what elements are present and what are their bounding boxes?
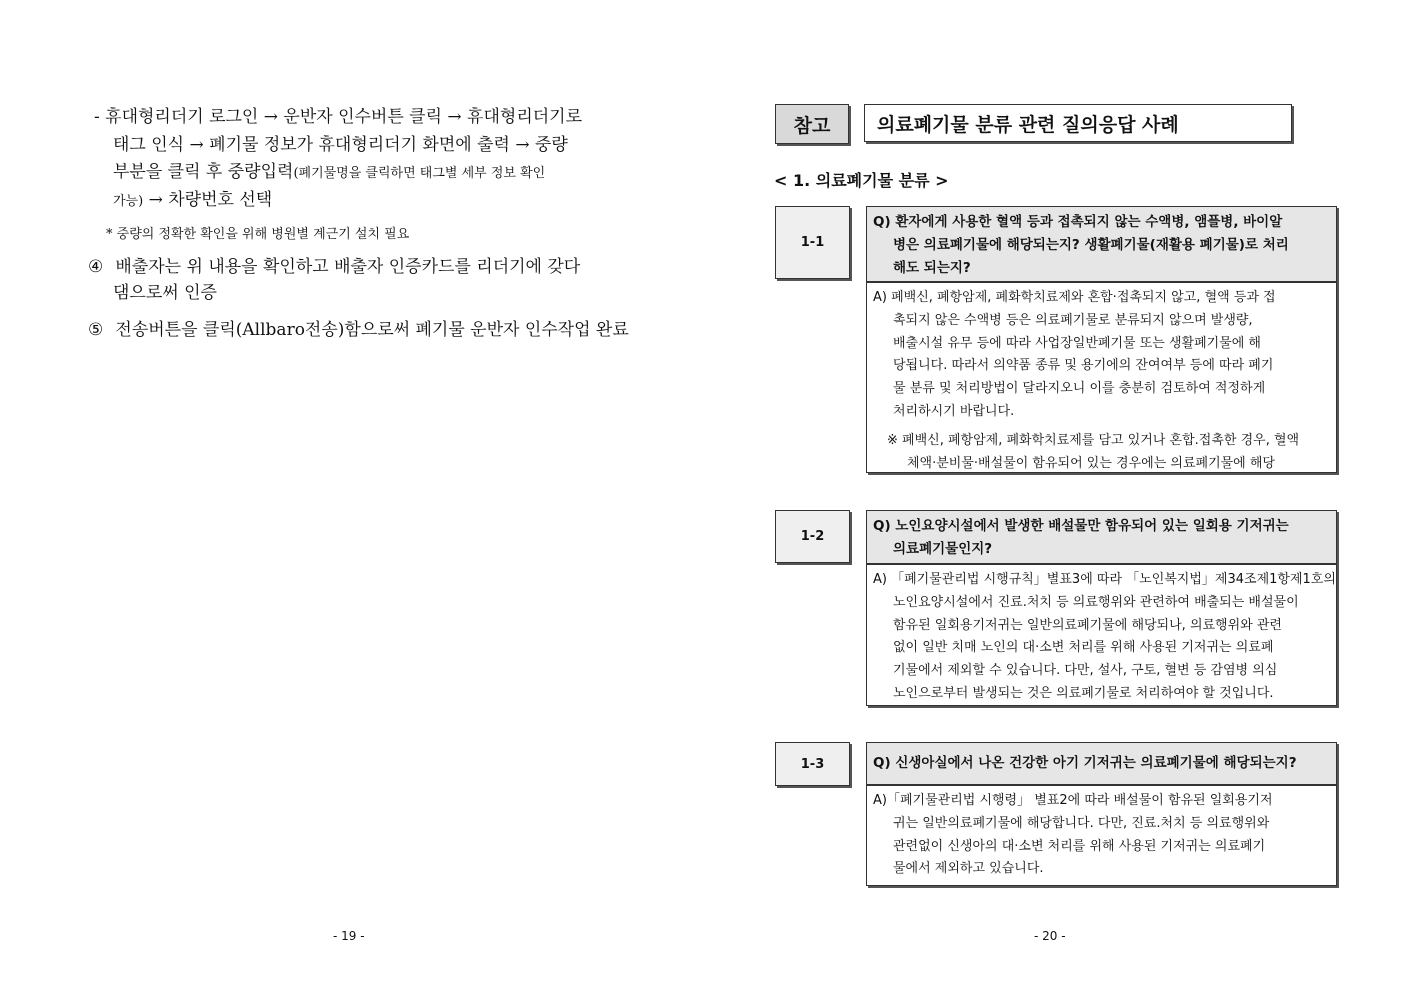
answer-line: A) 폐백신, 폐항암제, 폐화학치료제와 혼합·접촉되지 않고, 혈액 등과 접 (873, 290, 1276, 305)
answer-line: 함유된 일회용기저귀는 일반의료폐기물에 해당되나, 의료행위와 관련 (893, 617, 1282, 633)
answer-line: 관련없이 신생아의 대·소변 처리를 위해 사용된 기저귀는 의료폐기 (893, 838, 1266, 854)
bullet-line-4-main: → 차량번호 선택 (143, 190, 273, 210)
question-line: Q) 환자에게 사용한 혈액 등과 접촉되지 않는 수액병, 앰플병, 바이알 (873, 214, 1283, 230)
answer-box-1-3 (866, 785, 1337, 886)
page-number-left: - 19 - (333, 929, 365, 943)
reference-title: 의료폐기물 분류 관련 질의응답 사례 (864, 104, 1292, 142)
answer-line: 당됩니다. 따라서 의약품 종류 및 용기에의 잔여여부 등에 따라 폐기 (893, 358, 1274, 374)
step-4-line-2: 댐으로써 인증 (113, 283, 217, 303)
question-box-1-3 (866, 742, 1337, 785)
answer-line: 물에서 제외하고 있습니다. (893, 861, 1044, 877)
bullet-line-1: - 휴대형리더기 로그인 → 운반자 인수버튼 클릭 → 휴대형리더기로 (94, 107, 583, 127)
bullet-line-4-small: 가능) (113, 194, 144, 209)
bullet-line-3-small: (폐기물명을 클릭하면 태그별 세부 정보 확인 (293, 166, 546, 181)
step-4 (88, 256, 580, 278)
scale-note: * 중량의 정확한 확인을 위해 병원별 계근기 설치 필요 (106, 227, 410, 242)
question-line: Q) 신생아실에서 나온 건강한 아기 기저귀는 의료폐기물에 해당되는지? (873, 755, 1297, 771)
answer-line: 노인요양시설에서 진료.처치 등 의료행위와 관련하여 배출되는 배설물이 (893, 594, 1299, 610)
qa-number-1-1: 1-1 (775, 206, 850, 279)
bullet-line-3 (113, 161, 545, 185)
answer-line: A)「폐기물관리법 시행령」 별표2에 따라 배설물이 함유된 일회용기저 (873, 793, 1273, 808)
reference-label: 참고 (775, 104, 849, 144)
section-title: < 1. 의료폐기물 분류 > (774, 171, 949, 190)
answer-note-line: 체액·분비물·배설물이 함유되어 있는 경우에는 의료폐기물에 해당 (907, 455, 1275, 471)
answer-line: 촉되지 않은 수액병 등은 의료폐기물로 분류되지 않으며 발생량, (893, 312, 1253, 328)
answer-line: 노인으로부터 발생되는 것은 의료폐기물로 처리하여야 할 것입니다. (893, 685, 1274, 701)
answer-note-line: ※ 폐백신, 폐항암제, 폐화학치료제를 담고 있거나 혼합.접촉한 경우, 혈액 (887, 432, 1300, 448)
qa-number-1-2: 1-2 (775, 510, 850, 563)
question-line: 병은 의료폐기물에 해당되는지? 생활폐기물(재활용 폐기물)로 처리 (893, 237, 1289, 253)
step-5 (88, 319, 629, 341)
answer-line: 배출시설 유무 등에 따라 사업장일반폐기물 또는 생활폐기물에 해 (893, 335, 1261, 351)
step-5-text: 전송버튼을 클릭(Allbaro전송)함으로써 폐기물 운반자 인수작업 완료 (115, 320, 629, 340)
question-line: Q) 노인요양시설에서 발생한 배설물만 함유되어 있는 일회용 기저귀는 (873, 518, 1289, 534)
question-line: 의료폐기물인지? (893, 541, 993, 557)
answer-line: 귀는 일반의료폐기물에 해당합니다. 다만, 진료.처치 등 의료행위와 (893, 815, 1270, 831)
step-4-number: ④ (88, 257, 104, 277)
bullet-line-3-main: 부분을 클릭 후 중량입력 (113, 162, 294, 182)
question-line: 해도 되는지? (893, 260, 971, 276)
question-box-1-2 (866, 510, 1337, 564)
answer-box-1-2 (866, 564, 1337, 706)
answer-line: 없이 일반 치매 노인의 대·소변 처리를 위해 사용된 기저귀는 의료폐 (893, 640, 1274, 656)
question-box-1-1 (866, 206, 1337, 282)
answer-box-1-1 (866, 282, 1337, 473)
answer-line: 처리하시기 바랍니다. (893, 403, 1015, 419)
answer-line: 물 분류 및 처리방법이 달라지오니 이를 충분히 검토하여 적정하게 (893, 381, 1266, 397)
answer-line: 기물에서 제외할 수 있습니다. 다만, 설사, 구토, 혈변 등 감염병 의심 (893, 663, 1278, 679)
page-number-right: - 20 - (1034, 929, 1066, 943)
step-5-number: ⑤ (88, 320, 104, 340)
answer-line: A) 「폐기물관리법 시행규칙」별표3에 따라 「노인복지법」제34조제1항제1호의 (873, 572, 1336, 587)
step-4-line-1: 배출자는 위 내용을 확인하고 배출자 인증카드를 리더기에 갖다 (115, 257, 581, 277)
bullet-line-4 (113, 189, 272, 213)
qa-number-1-3: 1-3 (775, 742, 850, 786)
bullet-line-2: 태그 인식 → 폐기물 정보가 휴대형리더기 화면에 출력 → 중량 (113, 135, 568, 155)
